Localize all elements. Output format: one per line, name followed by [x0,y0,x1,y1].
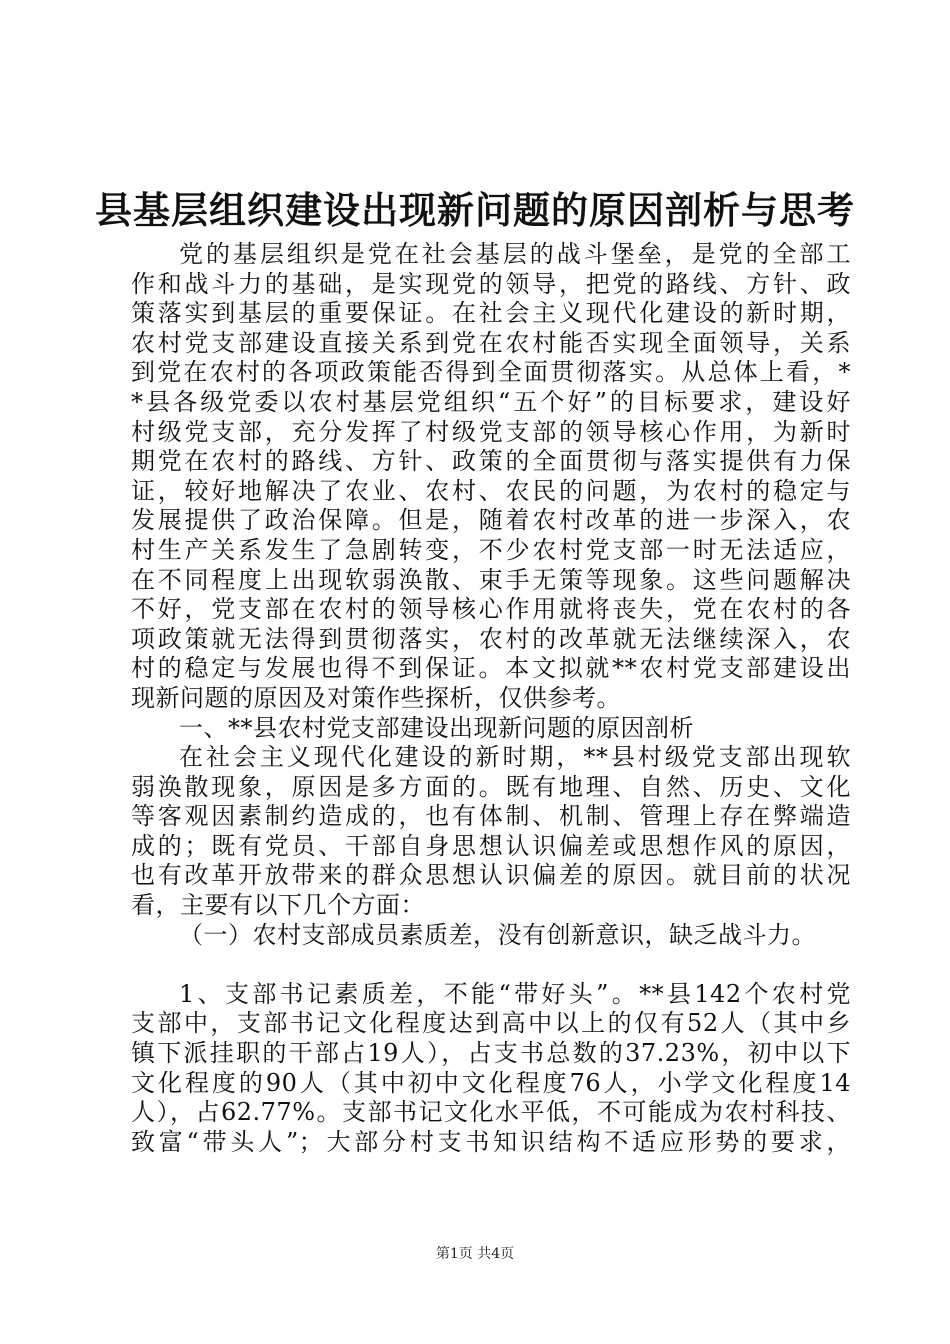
document-title: 县基层组织建设出现新问题的原因剖析与思考 [95,188,855,232]
paragraph-line: 策落实到基层的重要保证。在社会主义现代化建设的新时期， [131,299,851,328]
paragraph-line: 党的基层组织是党在社会基层的战斗堡垒，是党的全部工 [179,240,851,268]
paragraph-line: 在不同程度上出现软弱涣散、束手无策等现象。这些问题解决 [131,565,851,594]
paragraph-line: 到党在农村的各项政策能否得到全面贯彻落实。从总体上看，* [131,358,851,387]
paragraph-line: 镇下派挂职的干部占19人），占支书总数的37.23%，初中以下 [131,1039,851,1068]
paragraph-line: 等客观因素制约造成的，也有体制、机制、管理上存在弊端造 [131,802,851,831]
paragraph-line: 作和战斗力的基础，是实现党的领导，把党的路线、方针、政 [131,269,851,298]
paragraph-line: 文化程度的90人（其中初中文化程度76人，小学文化程度14 [131,1068,851,1097]
paragraph-line: 证，较好地解决了农业、农村、农民的问题，为农村的稳定与 [131,476,851,505]
paragraph-line: 村级党支部，充分发挥了村级党支部的领导核心作用，为新时 [131,417,851,446]
paragraph-line: 支部中，支部书记文化程度达到高中以上的仅有52人（其中乡 [131,1009,851,1038]
document-body [131,240,851,1157]
paragraph-line: 期党在农村的路线、方针、政策的全面贯彻与落实提供有力保 [131,447,851,476]
page-number: 第1页 共4页 [435,1246,515,1262]
blank-line [131,950,851,980]
paragraph-line: 致富“带头人”；大部分村支书知识结构不适应形势的要求， [131,1127,851,1156]
paragraph-line: 也有改革开放带来的群众思想认识偏差的原因。就目前的状况 [131,861,851,890]
paragraph-line: 村的稳定与发展也得不到保证。本文拟就**农村党支部建设出 [131,654,851,683]
paragraph-line: 看，主要有以下几个方面： [131,891,425,920]
paragraph-line: 人），占62.77%。支部书记文化水平低，不可能成为农村科技、 [131,1098,851,1127]
subsection-heading: （一）农村支部成员素质差，没有创新意识，缺乏战斗力。 [179,920,816,949]
paragraph-line: 发展提供了政治保障。但是，随着农村改革的进一步深入，农 [131,506,851,535]
paragraph-line: 成的；既有党员、干部自身思想认识偏差或思想作风的原因， [131,831,851,860]
paragraph-line: 1、支部书记素质差，不能“带好头”。**县142个农村党 [179,979,851,1008]
paragraph-line: 现新问题的原因及对策作些探析，仅供参考。 [131,683,621,712]
paragraph-line: 在社会主义现代化建设的新时期，**县村级党支部出现软 [179,743,851,772]
paragraph-line: 项政策就无法得到贯彻落实，农村的改革就无法继续深入，农 [131,624,851,653]
paragraph-line: 弱涣散现象，原因是多方面的。既有地理、自然、历史、文化 [131,772,851,801]
paragraph-line: 不好，党支部在农村的领导核心作用就将丧失，党在农村的各 [131,595,851,624]
paragraph-line: *县各级党委以农村基层党组织“五个好”的目标要求，建设好 [131,387,851,416]
section-heading: 一、**县农村党支部建设出现新问题的原因剖析 [179,713,694,742]
paragraph-line: 村生产关系发生了急剧转变，不少农村党支部一时无法适应， [131,535,851,564]
paragraph-line: 农村党支部建设直接关系到党在农村能否实现全面领导，关系 [131,328,851,357]
